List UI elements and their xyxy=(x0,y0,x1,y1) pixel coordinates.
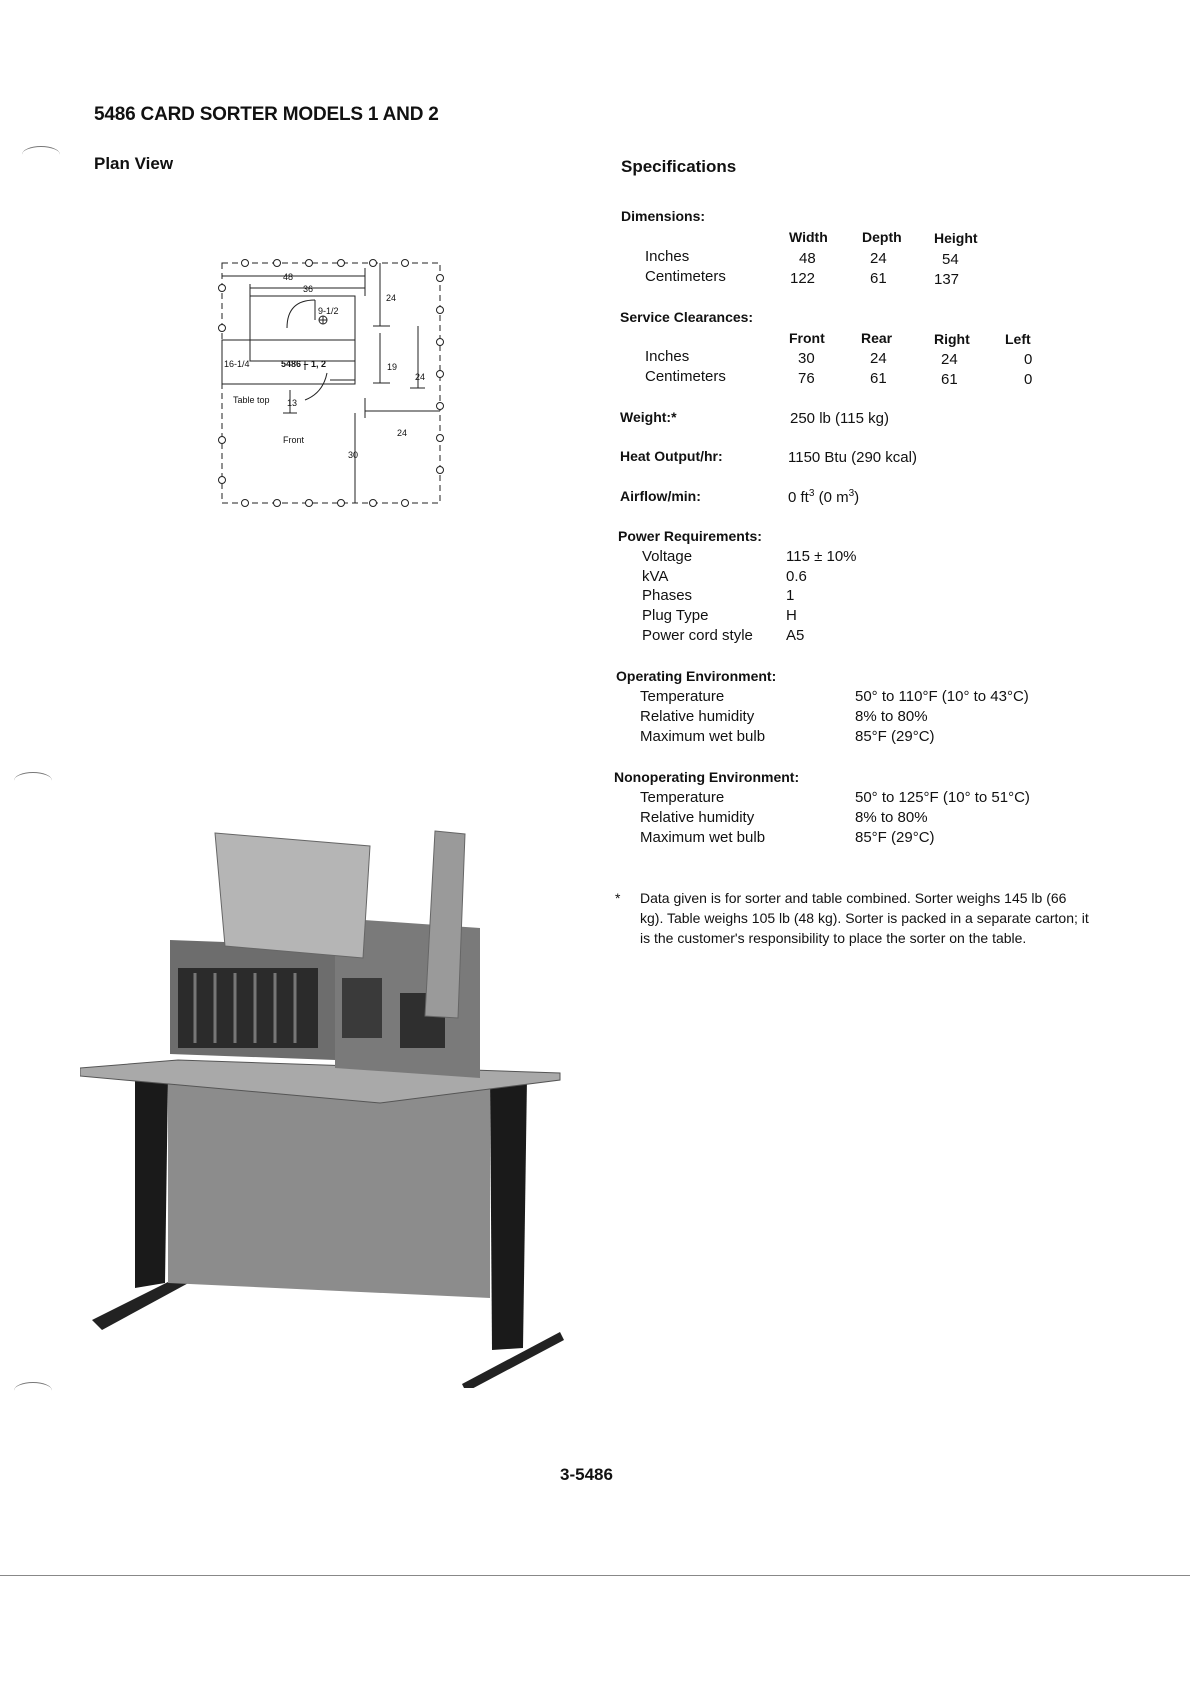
page-number: 3-5486 xyxy=(560,1465,613,1484)
dimensions-header-height: Height xyxy=(934,230,978,246)
dimensions-value: 122 xyxy=(790,270,816,287)
clearance-value: 24 xyxy=(941,351,958,368)
dim-48-label: 48 xyxy=(283,272,294,282)
airflow-value: 0 $ft^3$ (0 $m^3$) xyxy=(788,488,860,506)
dimensions-label: Dimensions: xyxy=(621,208,706,224)
clearance-header-left: Left xyxy=(1005,331,1031,347)
power-row-label: Plug Type xyxy=(642,607,709,624)
power-row-value: A5 xyxy=(786,627,805,644)
bottom-rule xyxy=(0,1575,1190,1576)
punch-hole-mark xyxy=(22,146,60,163)
nonoperating-row-value: 85°F (29°C) xyxy=(855,829,935,846)
nonoperating-row-label: Maximum wet bulb xyxy=(640,829,766,846)
airflow-label: Airflow/min: xyxy=(620,488,701,504)
dim-19-label: 19 xyxy=(387,362,398,372)
page-title: 5486 CARD SORTER MODELS 1 AND 2 xyxy=(94,104,439,125)
dim-24-top-label: 24 xyxy=(386,293,397,303)
operating-environment-label: Operating Environment: xyxy=(616,668,777,684)
dimensions-row-label: Inches xyxy=(645,248,690,265)
operating-row-value: 85°F (29°C) xyxy=(855,728,935,745)
heat-output-label: Heat Output/hr: xyxy=(620,448,723,464)
table-top-label: Table top xyxy=(233,395,270,405)
clearance-value: 24 xyxy=(870,350,887,367)
nonoperating-row-label: Relative humidity xyxy=(640,809,755,826)
clearance-value: 76 xyxy=(798,370,815,387)
footnote-marker: * xyxy=(615,890,621,906)
power-row-value: 115 ± 10% xyxy=(786,548,857,565)
dimensions-value: 54 xyxy=(942,251,959,268)
punch-hole-mark xyxy=(14,772,52,789)
heat-output-value: 1150 Btu (290 kcal) xyxy=(788,449,917,466)
card-sorter-photo xyxy=(80,828,565,1388)
clearance-header-right: Right xyxy=(934,331,970,347)
dimensions-header-width: Width xyxy=(789,229,828,245)
operating-row-label: Maximum wet bulb xyxy=(640,728,766,745)
dim-24-bottom-label: 24 xyxy=(397,428,408,438)
specifications-heading: Specifications xyxy=(621,157,737,176)
power-requirements-label: Power Requirements: xyxy=(618,528,762,544)
dim-16-quarter-label: 16-1/4 xyxy=(224,359,250,369)
clearance-value: 61 xyxy=(941,371,958,388)
clearance-header-rear: Rear xyxy=(861,330,893,346)
dimensions-row-label: Centimeters xyxy=(645,268,726,285)
nonoperating-environment-label: Nonoperating Environment: xyxy=(614,769,800,785)
clearance-value: 0 xyxy=(1024,351,1033,368)
power-row-label: Power cord style xyxy=(642,627,753,644)
front-label: Front xyxy=(283,435,305,445)
service-clearances-label: Service Clearances: xyxy=(620,309,754,325)
plan-view-diagram xyxy=(215,258,450,508)
operating-row-value: 8% to 80% xyxy=(855,708,928,725)
clearance-header-front: Front xyxy=(789,330,825,346)
nonoperating-row-label: Temperature xyxy=(640,789,725,806)
clearance-value: 0 xyxy=(1024,371,1033,388)
dimensions-header-depth: Depth xyxy=(862,229,902,245)
dim-30-label: 30 xyxy=(348,450,359,460)
footnote-text: Data given is for sorter and table combined. Sorter weighs 145 lb (66 kg). Table weighs 105 lb (48 kg). Sorter is packed in a separate carton; it is the customer's responsibility to place the sorter on the table. xyxy=(640,890,1089,946)
power-row-label: kVA xyxy=(642,568,669,585)
power-row-value: 1 xyxy=(786,587,795,604)
operating-row-label: Relative humidity xyxy=(640,708,755,725)
dim-9-half-label: 9-1/2 xyxy=(318,306,339,316)
clearance-value: 61 xyxy=(870,370,887,387)
weight-label: Weight:* xyxy=(620,409,677,425)
punch-hole-mark xyxy=(14,1382,52,1399)
clearance-row-label: Centimeters xyxy=(645,368,726,385)
nonoperating-row-value: 8% to 80% xyxy=(855,809,928,826)
plan-view-heading: Plan View xyxy=(94,154,174,173)
clearance-row-label: Inches xyxy=(645,348,690,365)
power-row-label: Voltage xyxy=(642,548,693,565)
nonoperating-row-value: 50° to 125°F (10° to 51°C) xyxy=(855,789,1030,806)
power-row-value: 0.6 xyxy=(786,568,807,585)
dimensions-value: 24 xyxy=(870,250,887,267)
dim-36-label: 36 xyxy=(303,284,314,294)
dimensions-value: 48 xyxy=(799,250,816,267)
dim-24-right-label: 24 xyxy=(415,372,426,382)
model-label: 5486 – 1, 2 xyxy=(281,359,327,369)
operating-row-value: 50° to 110°F (10° to 43°C) xyxy=(855,688,1029,705)
dimensions-value: 61 xyxy=(870,270,887,287)
operating-row-label: Temperature xyxy=(640,688,725,705)
dimensions-value: 137 xyxy=(934,271,960,288)
weight-value: 250 lb (115 kg) xyxy=(790,410,889,427)
power-row-value: H xyxy=(786,607,797,624)
power-row-label: Phases xyxy=(642,587,693,604)
dim-13-label: 13 xyxy=(287,398,298,408)
clearance-value: 30 xyxy=(798,350,815,367)
